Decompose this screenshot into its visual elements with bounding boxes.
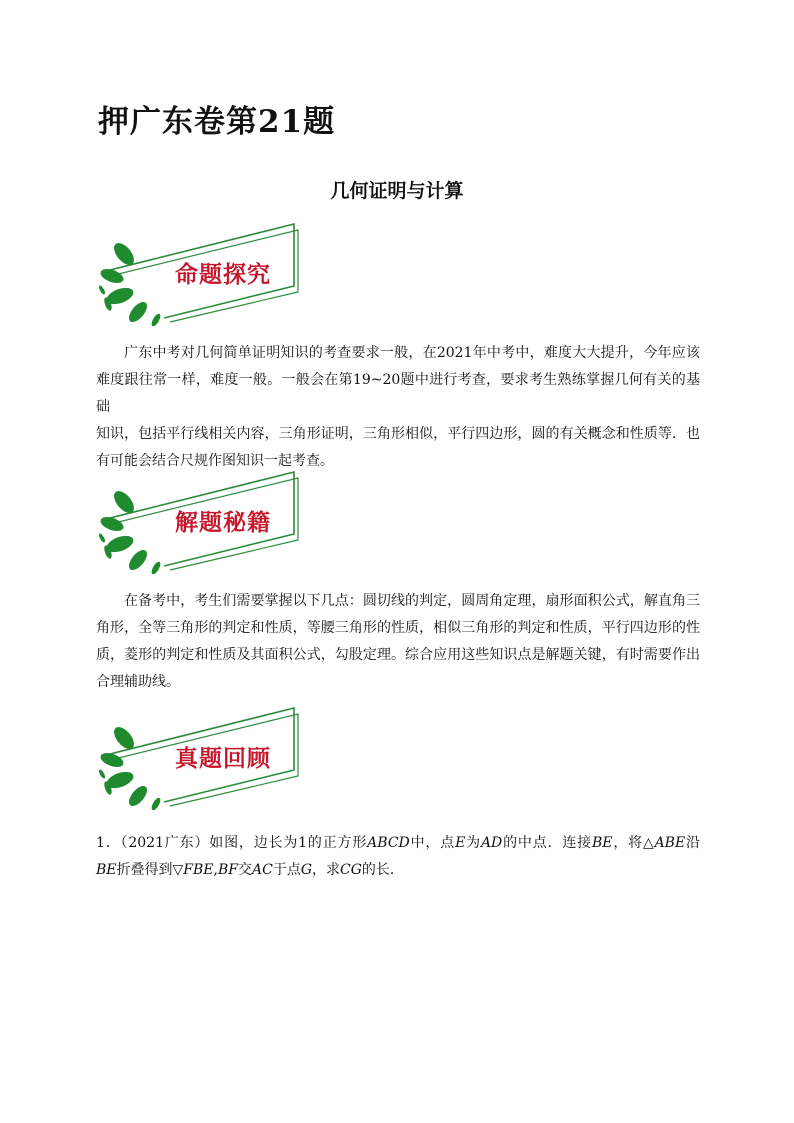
math-term: ABE xyxy=(654,835,686,851)
question-source: （2021广东） xyxy=(120,835,210,851)
math-term: E xyxy=(455,835,466,851)
question-1 xyxy=(96,830,700,884)
math-term: BE xyxy=(96,862,117,878)
paragraph-line: 合理辅助线。 xyxy=(96,674,180,690)
math-term: AD xyxy=(480,835,503,851)
question-number: 1． xyxy=(96,835,121,851)
section-heading: 解题秘籍 xyxy=(175,509,271,536)
page-subtitle: 几何证明与计算 xyxy=(330,180,464,202)
question-line xyxy=(96,830,700,857)
paragraph-line: 质，菱形的判定和性质及其面积公式，勾股定理。综合应用这些知识点是解题关键，有时需要作出 xyxy=(96,647,700,663)
question-text: 的中点．连接 xyxy=(502,835,592,851)
page-title: 押广东卷第21题 xyxy=(98,104,336,140)
section-heading: 真题回顾 xyxy=(175,745,271,772)
section-paragraph-jieti xyxy=(96,588,700,696)
paragraph-line: 角形，全等三角形的判定和性质，等腰三角形的性质，相似三角形的判定和性质，平行四边形的性 xyxy=(96,620,700,636)
question-text: , xyxy=(213,862,218,878)
section-banner-jieti xyxy=(94,468,314,578)
section-heading: 命题探究 xyxy=(175,261,271,288)
math-term: CG xyxy=(340,862,362,878)
math-term: ABCD xyxy=(367,835,410,851)
math-term: BE xyxy=(592,835,613,851)
question-line xyxy=(96,857,700,884)
math-term: AC xyxy=(252,862,273,878)
question-text: 为 xyxy=(465,835,481,851)
math-term: FBE xyxy=(183,862,214,878)
paragraph-line: 广东中考对几何简单证明知识的考查要求一般，在2021年中考中，难度大大提升，今年应该 xyxy=(124,345,700,361)
question-text: 于点 xyxy=(272,862,301,878)
math-term: BF xyxy=(217,862,238,878)
paragraph-line: 难度跟往常一样，难度一般。一般会在第19~20题中进行考查，要求考生熟练掌握几何有关的基础 xyxy=(96,372,700,415)
question-text: 沿 xyxy=(685,835,701,851)
question-text: ，将△ xyxy=(612,835,655,851)
question-text: 中，点 xyxy=(409,835,456,851)
section-paragraph-mingti xyxy=(96,340,700,475)
paragraph-line: 在备考中，考生们需要掌握以下几点：圆切线的判定，圆周角定理，扇形面积公式，解直角三 xyxy=(124,593,700,609)
question-text: ，求 xyxy=(312,862,341,878)
question-text: 交 xyxy=(238,862,252,878)
question-text: 如图，边长为1的正方形 xyxy=(209,835,368,851)
section-banner-mingti xyxy=(94,220,314,330)
question-text: 折叠得到▽ xyxy=(116,862,184,878)
math-term: G xyxy=(300,862,313,878)
paragraph-line: 有可能会结合尺规作图知识一起考查。 xyxy=(96,453,334,469)
question-text: 的长． xyxy=(361,862,404,878)
section-banner-zhenti xyxy=(94,704,314,814)
paragraph-line: 知识，包括平行线相关内容，三角形证明，三角形相似，平行四边形，圆的有关概念和性质等．也 xyxy=(96,426,700,442)
